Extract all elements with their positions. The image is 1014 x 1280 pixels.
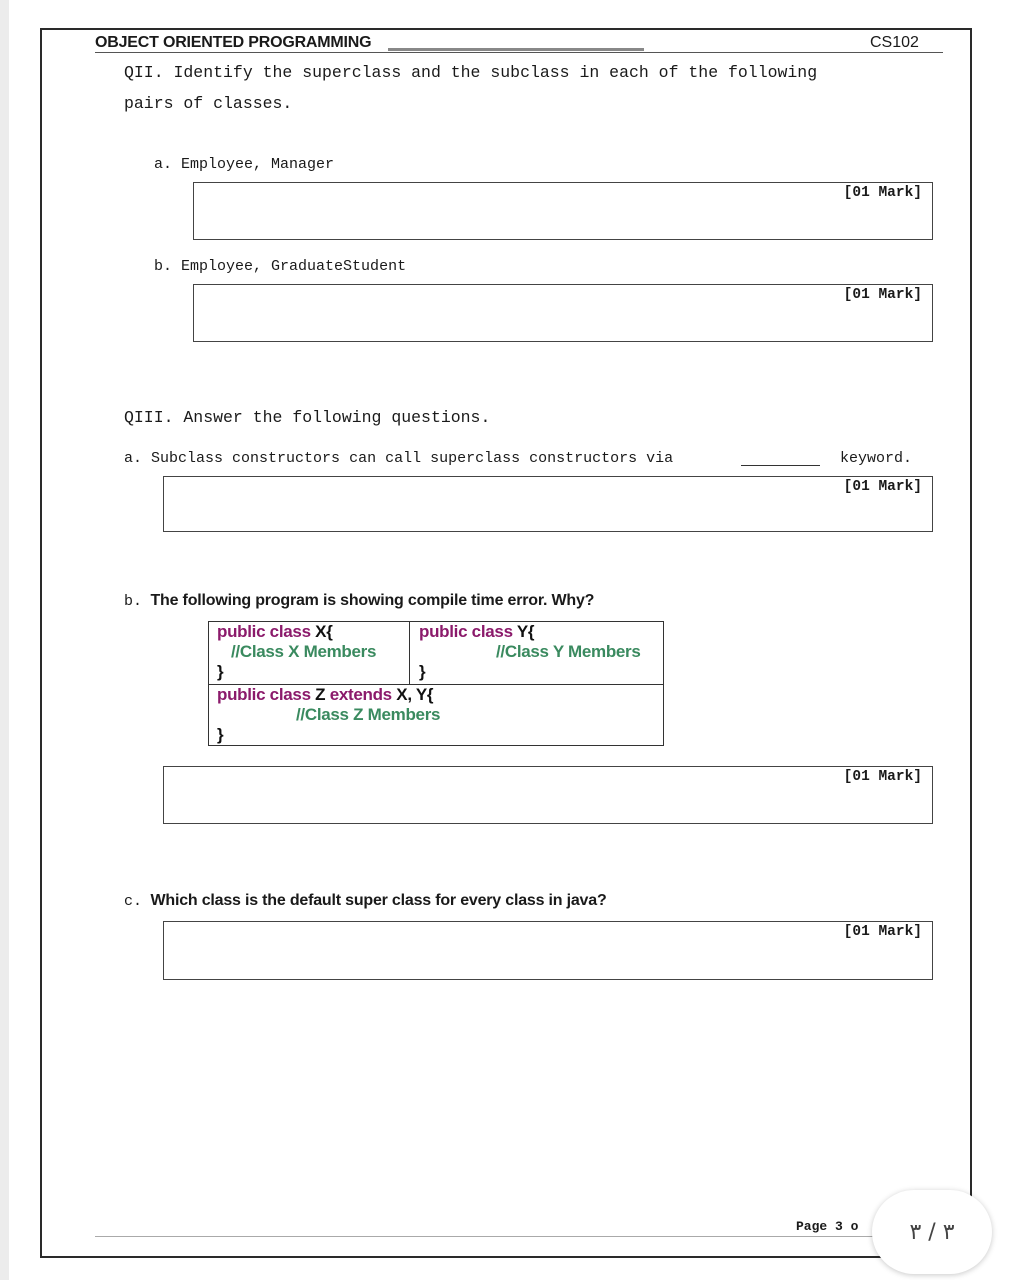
code-class-name: Y{ xyxy=(516,622,535,641)
code-divider-vertical xyxy=(409,622,410,684)
q2a-item xyxy=(154,156,334,173)
q3a-answer-box[interactable] xyxy=(163,476,933,532)
code-class-y-comment: //Class Y Members xyxy=(496,642,641,661)
q2b-mark: [01 Mark] xyxy=(843,287,922,303)
q2a-mark: [01 Mark] xyxy=(843,185,922,201)
code-class-name: X{ xyxy=(315,622,333,641)
code-class-x-comment: //Class X Members xyxy=(231,642,377,661)
q3c-answer-box[interactable] xyxy=(163,921,933,980)
q3a-item xyxy=(124,450,673,467)
q3b-label: b. xyxy=(124,593,143,610)
q3a-after-blank: keyword. xyxy=(840,450,913,467)
code-class-x-close: } xyxy=(217,662,224,681)
page-indicator-text: ٣ / ٣ xyxy=(909,1219,955,1245)
header-rule xyxy=(95,52,943,53)
footer-rule xyxy=(95,1236,965,1237)
code-parent-classes: X, Y{ xyxy=(396,685,434,704)
q3a-fill-blank xyxy=(741,465,820,466)
code-class-y-decl xyxy=(419,622,534,642)
q2b-item xyxy=(154,258,406,275)
code-class-z-decl xyxy=(217,685,433,705)
code-keyword: public class xyxy=(217,685,311,704)
q3b-item xyxy=(124,592,594,610)
code-class-z-close: } xyxy=(217,725,224,744)
q3a-text: Subclass constructors can call superclass constructors via xyxy=(151,450,674,467)
code-class-x-decl xyxy=(217,622,333,642)
code-keyword: public class xyxy=(217,622,311,641)
q3c-text: Which class is the default super class for every class in java? xyxy=(150,892,607,909)
course-code: CS102 xyxy=(870,34,919,51)
q3a-label: a. xyxy=(124,450,143,467)
q2b-text: Employee, GraduateStudent xyxy=(181,258,407,275)
code-extends-keyword: extends xyxy=(329,685,392,704)
code-snippet xyxy=(208,621,664,746)
q3b-text: The following program is showing compile time error. Why? xyxy=(150,592,595,609)
page-indicator-badge[interactable] xyxy=(872,1190,992,1274)
q2-prompt-line1: QII. Identify the superclass and the subclass in each of the following xyxy=(124,63,818,82)
q3b-answer-box[interactable] xyxy=(163,766,933,824)
q2-prompt-line2: pairs of classes. xyxy=(124,94,293,113)
q3-prompt: QIII. Answer the following questions. xyxy=(124,408,491,427)
q2a-answer-box[interactable] xyxy=(193,182,933,240)
q3c-label: c. xyxy=(124,893,143,910)
q3c-mark: [01 Mark] xyxy=(843,924,922,940)
code-keyword: public class xyxy=(419,622,513,641)
q3a-mark: [01 Mark] xyxy=(843,479,922,495)
q2a-text: Employee, Manager xyxy=(181,156,335,173)
q2b-label: b. xyxy=(154,258,173,275)
page-number-label: Page 3 o xyxy=(796,1219,859,1234)
course-title: OBJECT ORIENTED PROGRAMMING xyxy=(95,34,372,51)
code-class-y-close: } xyxy=(419,662,426,681)
page-margin-shade xyxy=(0,0,9,1280)
q3c-item xyxy=(124,892,607,910)
code-class-z-comment: //Class Z Members xyxy=(296,705,441,724)
q2a-label: a. xyxy=(154,156,173,173)
header-fill-line xyxy=(388,48,644,51)
code-class-name: Z xyxy=(315,685,326,704)
q2b-answer-box[interactable] xyxy=(193,284,933,342)
q3b-mark: [01 Mark] xyxy=(843,769,922,785)
